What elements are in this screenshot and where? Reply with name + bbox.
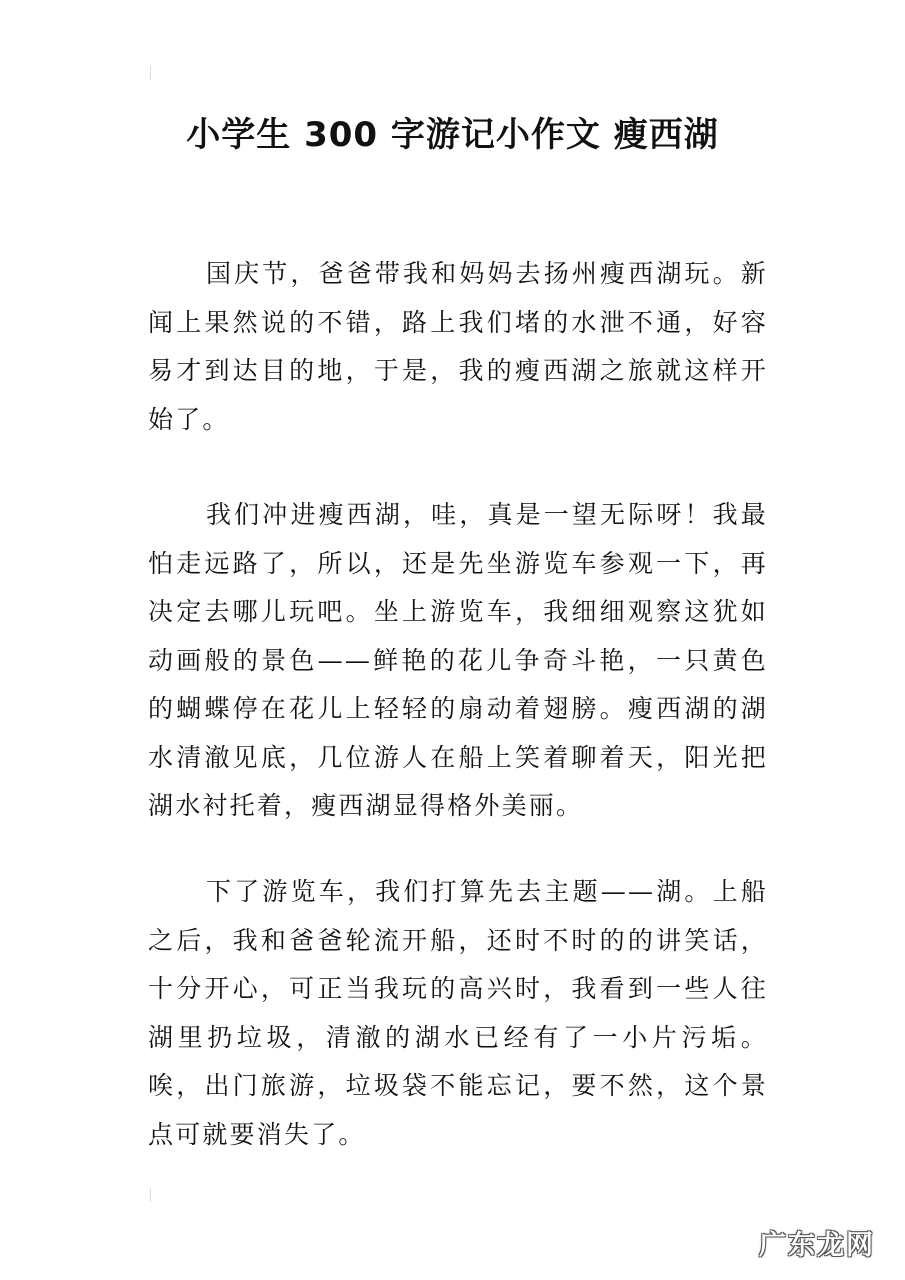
watermark: 广东龙网 [759,1230,875,1261]
page-title: 小学生 300 字游记小作文 瘦西湖 [186,115,719,155]
margin-mark-top [150,66,151,80]
paragraph-1: 国庆节，爸爸带我和妈妈去扬州瘦西湖玩。新闻上果然说的不错，路上我们堵的水泄不通，好容易才到达目的地，于是，我的瘦西湖之旅就这样开始了。 [148,259,768,434]
paragraph-2: 我们冲进瘦西湖，哇，真是一望无际呀！我最怕走远路了，所以，还是先坐游览车参观一下，再决定去哪儿玩吧。坐上游览车，我细细观察这犹如动画般的景色——鲜艳的花儿争奇斗艳，一只黄色的蝴蝶停在花儿上轻轻的扇动着翅膀。瘦西湖的湖水清澈见底，几位游人在船上笑着聊着天，阳光把湖水衬托着，瘦西湖显得格外美丽。 [148,500,768,820]
paragraph-3: 下了游览车，我们打算先去主题——湖。上船之后，我和爸爸轮流开船，还时不时的的讲笑话，十分开心，可正当我玩的高兴时，我看到一些人往湖里扔垃圾，清澈的湖水已经有了一小片污垢。唉，出门旅游，垃圾袋不能忘记，要不然，这个景点可就要消失了。 [148,877,768,1149]
margin-mark-bottom [150,1188,151,1202]
